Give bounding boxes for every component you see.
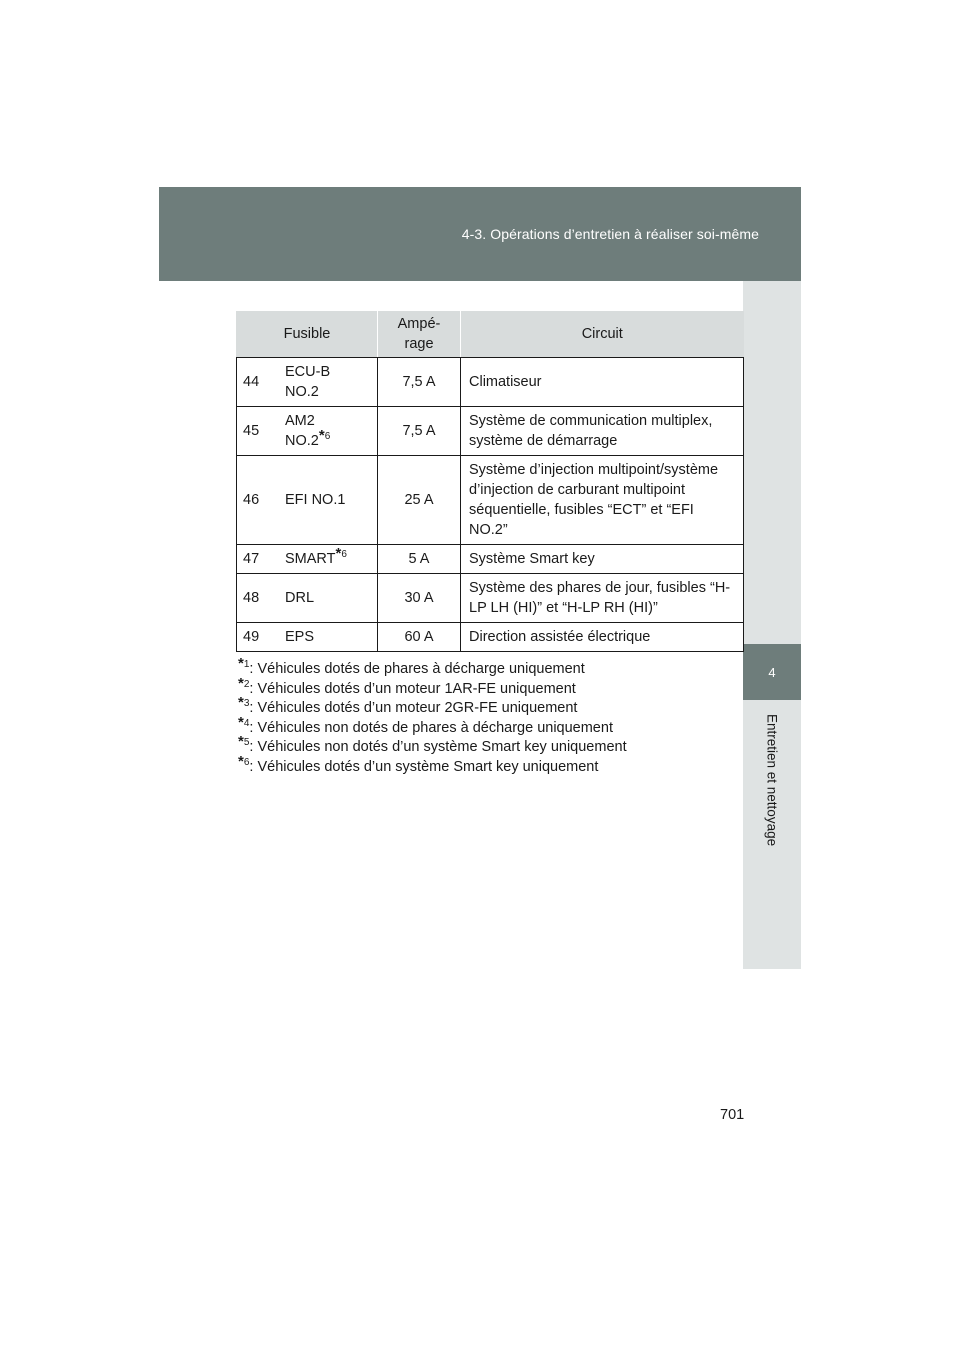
fuse-number: 46	[237, 456, 278, 545]
footnote-ref: 6	[341, 549, 347, 560]
fuse-name-line: EFI NO.1	[285, 492, 346, 508]
footnote-item	[238, 733, 738, 758]
fuse-name	[277, 623, 378, 652]
ampere-header-line-1: Ampé-	[397, 316, 441, 332]
fuse-number: 44	[237, 358, 278, 407]
footnote-mark: 4	[243, 717, 250, 729]
fuse-circuit: Système de communication multiplex, système de démarrage	[461, 407, 744, 456]
footnote-asterisk-icon: *	[238, 694, 244, 711]
footnote-asterisk-icon: *	[238, 733, 244, 750]
fuse-number: 47	[237, 545, 278, 574]
fuse-name-line: NO.2	[285, 433, 319, 449]
footnote-mark: 3	[243, 698, 250, 709]
footnote-asterisk-icon: *	[238, 674, 244, 692]
fuse-name	[277, 407, 378, 456]
footnote-item	[238, 655, 738, 680]
footnote-mark: 1	[243, 659, 250, 670]
fuse-ampere: 7,5 A	[378, 358, 461, 407]
footnote-asterisk-icon: *	[318, 427, 325, 444]
fuse-circuit: Système Smart key	[461, 545, 744, 574]
footnote-item	[238, 752, 738, 778]
footnote-mark: 2	[243, 678, 250, 690]
table-row	[237, 623, 744, 652]
table-row	[237, 407, 744, 456]
fuse-circuit: Système des phares de jour, fusibles “H-LP LH (HI)” et “H-LP RH (HI)”	[461, 574, 744, 623]
ampere-header-line-2: rage	[404, 336, 434, 352]
fuse-ampere: 5 A	[378, 545, 461, 574]
footnote-item	[238, 694, 738, 719]
fuse-name	[277, 574, 378, 623]
fuse-name-line: EPS	[285, 629, 315, 645]
footnote-text: : Véhicules dotés d’un moteur 2GR-FE uniquement	[249, 700, 578, 716]
fuse-name-line: ECU-B	[285, 364, 331, 380]
header-band	[159, 187, 801, 281]
footnote-mark: 6	[243, 756, 250, 768]
fuse-ampere: 25 A	[378, 456, 461, 545]
fuse-number: 45	[237, 407, 278, 456]
fuse-name-line: AM2	[285, 413, 315, 429]
section-title: 4-3. Opérations d’entretien à réaliser soi-même	[461, 226, 759, 242]
footnote-asterisk-icon: *	[238, 655, 244, 672]
fuse-circuit: Direction assistée électrique	[461, 623, 744, 652]
footnote-asterisk-icon: *	[238, 752, 244, 770]
fuse-number: 48	[237, 574, 278, 623]
fuse-name-line: NO.2	[285, 384, 319, 400]
table-row	[237, 545, 744, 574]
footnote-asterisk-icon: *	[335, 545, 342, 562]
chapter-side-tab	[743, 281, 801, 969]
footnote-item	[238, 674, 738, 700]
footnote-text: : Véhicules dotés d’un moteur 1AR-FE uniquement	[249, 680, 576, 697]
chapter-label-wrap	[743, 714, 801, 949]
fuse-name-line: DRL	[285, 590, 315, 606]
fuse-table	[236, 311, 744, 652]
page-number: 701	[720, 1107, 745, 1123]
footnote-item	[238, 713, 738, 739]
fuse-ampere: 30 A	[378, 574, 461, 623]
footnote-mark: 5	[243, 737, 250, 748]
fuse-name-line: SMART	[285, 551, 336, 567]
fuse-number: 49	[237, 623, 278, 652]
table-header-row	[237, 311, 744, 358]
footnote-text: : Véhicules dotés d’un système Smart key uniquement	[249, 758, 599, 775]
table-row	[237, 358, 744, 407]
table-row	[237, 456, 744, 545]
footnotes	[238, 655, 738, 777]
footnote-asterisk-icon: *	[238, 713, 244, 731]
column-header-fuse: Fusible	[237, 311, 378, 358]
fuse-circuit: Climatiseur	[461, 358, 744, 407]
footnote-ref: 6	[324, 431, 331, 442]
table-row	[237, 574, 744, 623]
column-header-circuit: Circuit	[461, 311, 744, 358]
footnote-text: : Véhicules non dotés de phares à décharge uniquement	[249, 719, 613, 736]
chapter-number: 4	[743, 644, 801, 700]
fuse-name	[277, 456, 378, 545]
fuse-name	[277, 358, 378, 407]
fuse-circuit: Système d’injection multipoint/système d’injection de carburant multipoint séquentielle, fusibles “ECT” et “EFI NO.2”	[461, 456, 744, 545]
fuse-ampere: 7,5 A	[378, 407, 461, 456]
footnote-text: : Véhicules non dotés d’un système Smart key uniquement	[249, 739, 627, 755]
fuse-name	[277, 545, 378, 574]
chapter-label: Entretien et nettoyage	[764, 714, 780, 847]
fuse-ampere: 60 A	[378, 623, 461, 652]
footnote-text: : Véhicules dotés de phares à décharge uniquement	[249, 661, 585, 677]
column-header-ampere	[378, 311, 461, 358]
